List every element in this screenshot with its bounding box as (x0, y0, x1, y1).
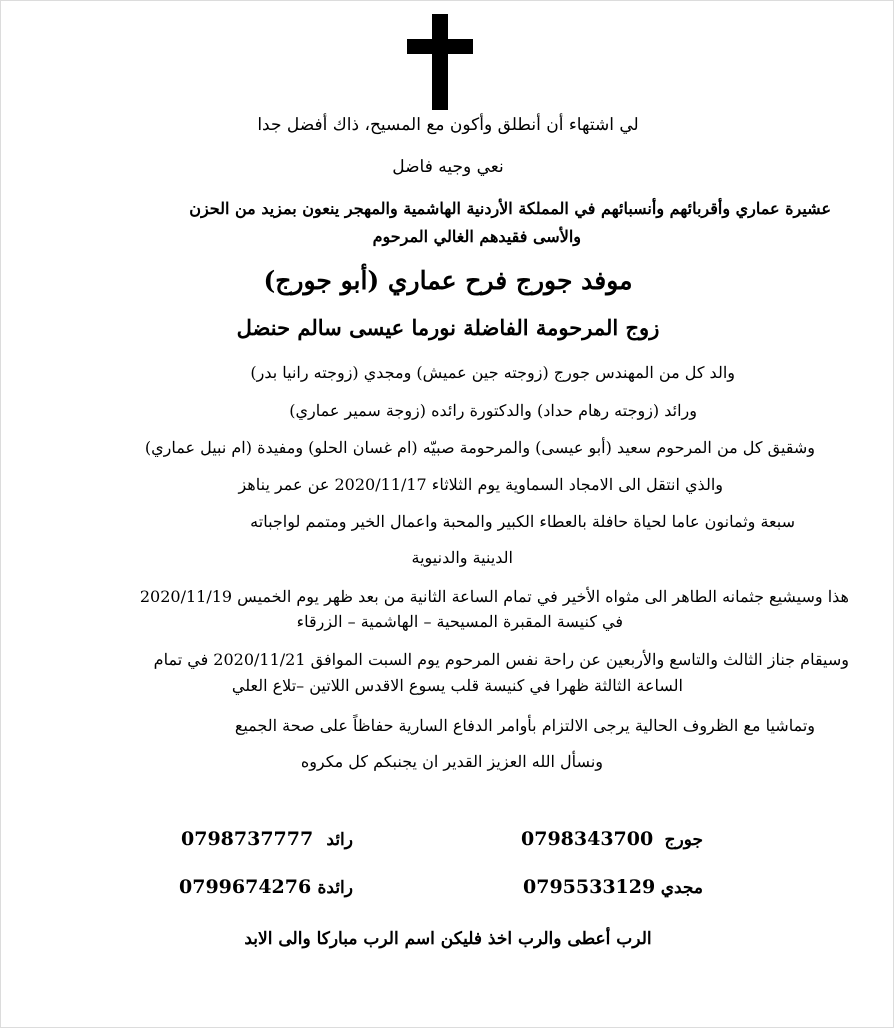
funeral-line-2: في كنيسة المقبرة المسيحية – الهاشمية – الزرقاء (296, 612, 623, 631)
body-line-4: والذي انتقل الى الامجاد السماوية يوم الثلاثاء 2020/11/17 عن عمر يناهز (238, 475, 723, 494)
bible-verse: لي اشتهاء أن أنطلق وأكون مع المسيح، ذاك أفضل جدا (257, 115, 639, 135)
contact-name: مجدي (660, 878, 703, 898)
body-line-3: وشقيق كل من المرحوم سعيد (أبو عيسى) والمرحومة صبيّه (ام غسان الحلو) ومفيدة (ام نبيل عماري) (144, 438, 815, 457)
memorial-line-1: وسيقام جناز الثالث والتاسع والأربعين عن راحة نفس المرحوم يوم السبت الموافق 2020/11/21 في تمام (153, 650, 849, 669)
contact-phone: 0799674276 (179, 876, 312, 898)
intro-line-2: والأسى فقيدهم الغالي المرحوم (372, 227, 581, 246)
body-line-5: سبعة وثمانون عاما لحياة حافلة بالعطاء الكبير والمحبة واعمال الخير ومتمم لواجباته (250, 512, 795, 531)
intro-line-1: عشيرة عماري وأقربائهم وأنسبائهم في المملكة الأردنية الهاشمية والمهجر ينعون بمزيد من الحزن (189, 199, 831, 218)
funeral-line-1: هذا وسيشيع جثمانه الطاهر الى مثواه الأخير في تمام الساعة الثانية من بعد ظهر يوم الخميس 2020/11/19 (139, 587, 849, 606)
contact-phone: 0795533129 (523, 876, 656, 898)
contact-name: رائد (326, 830, 353, 850)
spouse-line: زوج المرحومة الفاضلة نورما عيسى سالم حنضل (236, 315, 660, 340)
notice-line-2: ونسأل الله العزيز القدير ان يجنبكم كل مكروه (300, 752, 603, 771)
contact-phone: 0798737777 (181, 828, 314, 850)
latin-cross-icon (407, 14, 473, 110)
notice-line-1: وتماشيا مع الظروف الحالية يرجى الالتزام بأوامر الدفاع السارية حفاظاً على صحة الجميع (234, 716, 815, 735)
closing-verse: الرب أعطى والرب اخذ فليكن اسم الرب مباركا والى الابد (244, 929, 652, 949)
contact-phone: 0798343700 (521, 828, 654, 850)
contact-name: جورج (664, 830, 703, 850)
announcement-heading: نعي وجيه فاضل (392, 157, 504, 177)
body-line-6: الدينية والدنيوية (411, 548, 513, 567)
body-line-1: والد كل من المهندس جورج (زوجته جين عميش) ومجدي (زوجته رانيا بدر) (250, 363, 735, 382)
memorial-line-2: الساعة الثالثة ظهرا في كنيسة قلب يسوع الاقدس اللاتين –تلاع العلي (231, 676, 683, 695)
deceased-name: موفد جورج فرح عماري (أبو جورج) (263, 266, 633, 295)
contact-name: رائدة (317, 878, 353, 898)
body-line-2: ورائد (زوجته رهام حداد) والدكتورة رائده (زوجة سمير عماري) (289, 401, 697, 420)
